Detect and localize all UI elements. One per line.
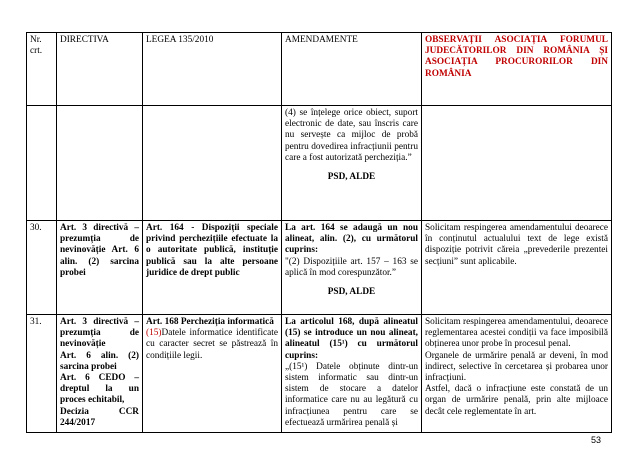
- directiva-line: Art. 6 CEDO – dreptul la un proces echitabil,: [60, 373, 139, 406]
- legea-text: Datele informatice identificate cu caracter secret se păstrează în condițiile legii.: [146, 328, 278, 361]
- row30-observatii: Solicitam respingerea amendamentului deoarece în conținutul actualului text de lege există dispoziție potrivit căreia „prevederile prezentei secțiuni” sunt aplicabile.: [422, 221, 612, 315]
- observatii-paragraph: Organele de urmărire penală ar deveni, în mod indirect, selective în cercetarea și probarea unor infracțiuni.: [425, 350, 608, 384]
- row31-directiva: [57, 315, 143, 433]
- cell-empty-observatii: [422, 106, 612, 221]
- table-row-continued: [27, 106, 612, 221]
- table-row-31: [27, 315, 612, 433]
- cell-empty-nr: [27, 106, 57, 221]
- directiva-line: Art. 6 alin. (2) sarcina probei: [60, 350, 139, 372]
- row30-nr: 30.: [27, 221, 57, 315]
- directiva-line: Art. 3 directivă – prezumția de nevinovăție: [60, 317, 139, 350]
- legea-paragraph: [146, 328, 278, 362]
- amendament-text: „(15¹) Datele obținute dintr-un sistem informatic sau dintr-un sistem de stocare a datelor informatice care nu au legătură cu infracțiunea pentru care se efectuează urmărirea penală și: [285, 361, 418, 428]
- table-header-row: [27, 33, 612, 106]
- observatii-paragraph: Solicitam respingerea amendamentului, deoarece reglementarea acestei condiții va face imposibilă obținerea unor probe în procesul penal.: [425, 317, 608, 350]
- observatii-paragraph: Astfel, dacă o infracțiune este constată de un organ de urmărire penală, prin alte mijloace decât cele reglementate în art.: [425, 384, 608, 417]
- header-nr: Nr. crt.: [27, 33, 57, 106]
- legea-title: Art. 168 Percheziția informatică: [146, 317, 274, 327]
- row30-amendament: [282, 221, 422, 315]
- header-legea: LEGEA 135/2010: [143, 33, 282, 106]
- row31-observatii: [422, 315, 612, 433]
- cell-empty-directiva: [57, 106, 143, 221]
- amendament-text: (4) se înțelege orice obiect, suport electronic de date, sau înscris care nu servește ca mijloc de probă pentru dovedirea infracțiunii pentru care a fost autorizată percheziția.”: [285, 108, 418, 163]
- cell-amendament-continued: [282, 106, 422, 221]
- row31-legea: [143, 315, 282, 433]
- page-number: 53: [591, 435, 602, 445]
- party-label: PSD, ALDE: [327, 287, 376, 298]
- directiva-line: Decizia CCR 244/2017: [60, 406, 139, 428]
- amendament-bold: La art. 164 se adaugă un nou alineat, alin. (2), cu următorul cuprins:: [285, 223, 418, 256]
- table-row-30: [27, 221, 612, 315]
- row31-nr: 31.: [27, 315, 57, 433]
- header-directiva: DIRECTIVA: [57, 33, 143, 106]
- row30-legea: Art. 164 - Dispoziții speciale privind perchezițiile efectuate la o autoritate publică, instituție publică sau la alte persoane juridice de drept public: [143, 221, 282, 315]
- legea-marker: (15): [146, 328, 162, 339]
- header-observatii: OBSERVAȚII ASOCIAȚIA FORUMUL JUDECĂTORILOR DIN ROMÂNIA ȘI ASOCIAȚIA PROCURORILOR DIN ROMÂNIA: [422, 33, 612, 106]
- amendament-text: "(2) Dispozițiile art. 157 – 163 se aplică în mod corespunzător.”: [285, 256, 418, 278]
- cell-empty-legea: [143, 106, 282, 221]
- row31-amendament: [282, 315, 422, 433]
- header-amendamente: AMENDAMENTE: [282, 33, 422, 106]
- row30-directiva: Art. 3 directivă – prezumția de nevinovăție Art. 6 alin. (2) sarcina probei: [57, 221, 143, 315]
- party-label: PSD, ALDE: [327, 172, 376, 183]
- amendament-bold: La articolul 168, după alineatul (15) se introduce un nou alineat, alineatul (15¹) cu următorul cuprins:: [285, 317, 418, 361]
- comparison-table: [26, 32, 612, 433]
